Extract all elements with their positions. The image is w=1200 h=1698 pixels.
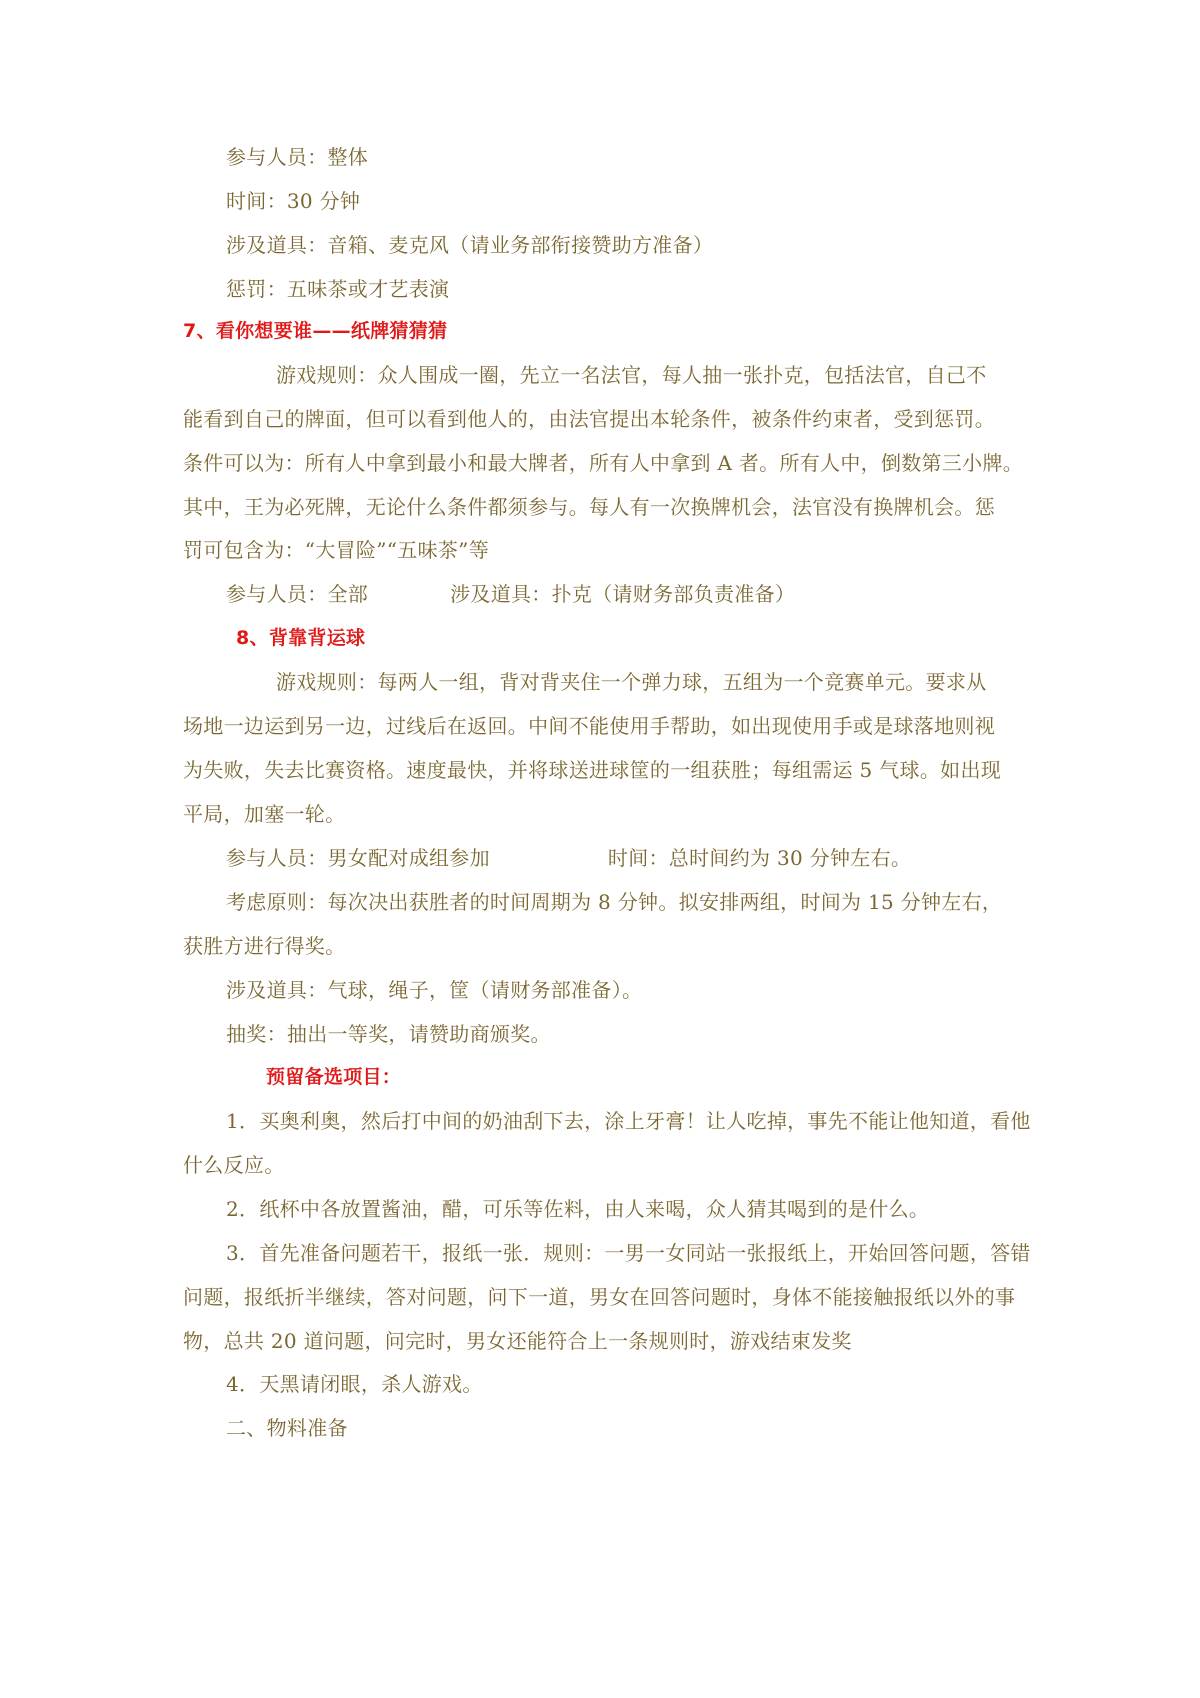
props-text: 涉及道具：扑克（请财务部负责准备）	[450, 582, 796, 606]
lottery-line: 抽奖：抽出一等奖，请赞助商颁奖。	[226, 1022, 551, 1046]
penalty-line: 惩罚：五味茶或才艺表演	[226, 277, 450, 301]
list-item-3-cont: 物，总共 20 道问题，问完时，男女还能符合上一条规则时，游戏结束发奖	[183, 1329, 852, 1353]
section-heading-8: 8、背靠背运球	[236, 627, 366, 649]
section-two-heading: 二、物料准备	[226, 1416, 348, 1440]
participants-text: 参与人员：全部	[226, 582, 369, 606]
paragraph-line: 条件可以为：所有人中拿到最小和最大牌者，所有人中拿到 A 者。所有人中，倒数第三小牌。	[183, 451, 1024, 475]
paragraph-line: 为失败，失去比赛资格。速度最快，并将球送进球筐的一组获胜；每组需运 5 气球。如出现	[183, 758, 1002, 782]
list-item-2: 2．纸杯中各放置酱油，醋，可乐等佐料，由人来喝，众人猜其喝到的是什么。	[226, 1197, 930, 1221]
props-line: 涉及道具：音箱、麦克风（请业务部衔接赞助方准备）	[226, 233, 714, 257]
participants-props-line	[226, 579, 1066, 609]
principle-line: 获胜方进行得奖。	[183, 934, 346, 958]
paragraph-line: 场地一边运到另一边，过线后在返回。中间不能使用手帮助，如出现使用手或是球落地则视	[183, 714, 995, 738]
list-item-3: 3．首先准备问题若干，报纸一张．规则：一男一女同站一张报纸上，开始回答问题，答错	[226, 1241, 1031, 1265]
paragraph-line: 罚可包含为：“大冒险”“五味茶”等	[183, 538, 489, 562]
list-item-3-cont: 问题，报纸折半继续，答对问题，问下一道，男女在回答问题时，身体不能接触报纸以外的事	[183, 1285, 1016, 1309]
principle-line: 考虑原则：每次决出获胜者的时间周期为 8 分钟。拟安排两组，时间为 15 分钟左右，	[226, 890, 1003, 914]
paragraph-line: 其中，王为必死牌，无论什么条件都须参与。每人有一次换牌机会，法官没有换牌机会。惩	[183, 495, 995, 519]
list-item-4: 4．天黑请闭眼，杀人游戏。	[226, 1372, 483, 1396]
participants-line: 参与人员：整体	[226, 145, 369, 169]
paragraph-line: 游戏规则：每两人一组，背对背夹住一个弹力球，五组为一个竞赛单元。要求从	[276, 670, 987, 694]
participants-time-line	[226, 843, 1066, 873]
paragraph-line: 平局，加塞一轮。	[183, 802, 346, 826]
paragraph-line: 游戏规则：众人围成一圈，先立一名法官，每人抽一张扑克，包括法官，自己不	[276, 363, 987, 387]
paragraph-line: 能看到自己的牌面，但可以看到他人的，由法官提出本轮条件，被条件约束者，受到惩罚。	[183, 407, 995, 431]
time-text: 时间：总时间约为 30 分钟左右。	[607, 846, 912, 870]
reserve-heading: 预留备选项目：	[266, 1066, 402, 1088]
time-line: 时间：30 分钟	[226, 189, 361, 213]
list-item-1: 1．买奥利奥，然后打中间的奶油刮下去，涂上牙膏！让人吃掉，事先不能让他知道，看他	[226, 1109, 1031, 1133]
list-item-1-cont: 什么反应。	[183, 1153, 285, 1177]
section-heading-7: 7、看你想要谁——纸牌猜猜猜	[183, 320, 448, 342]
participants-text: 参与人员：男女配对成组参加	[226, 846, 490, 870]
props-line: 涉及道具：气球，绳子，筐（请财务部准备）。	[226, 978, 643, 1002]
